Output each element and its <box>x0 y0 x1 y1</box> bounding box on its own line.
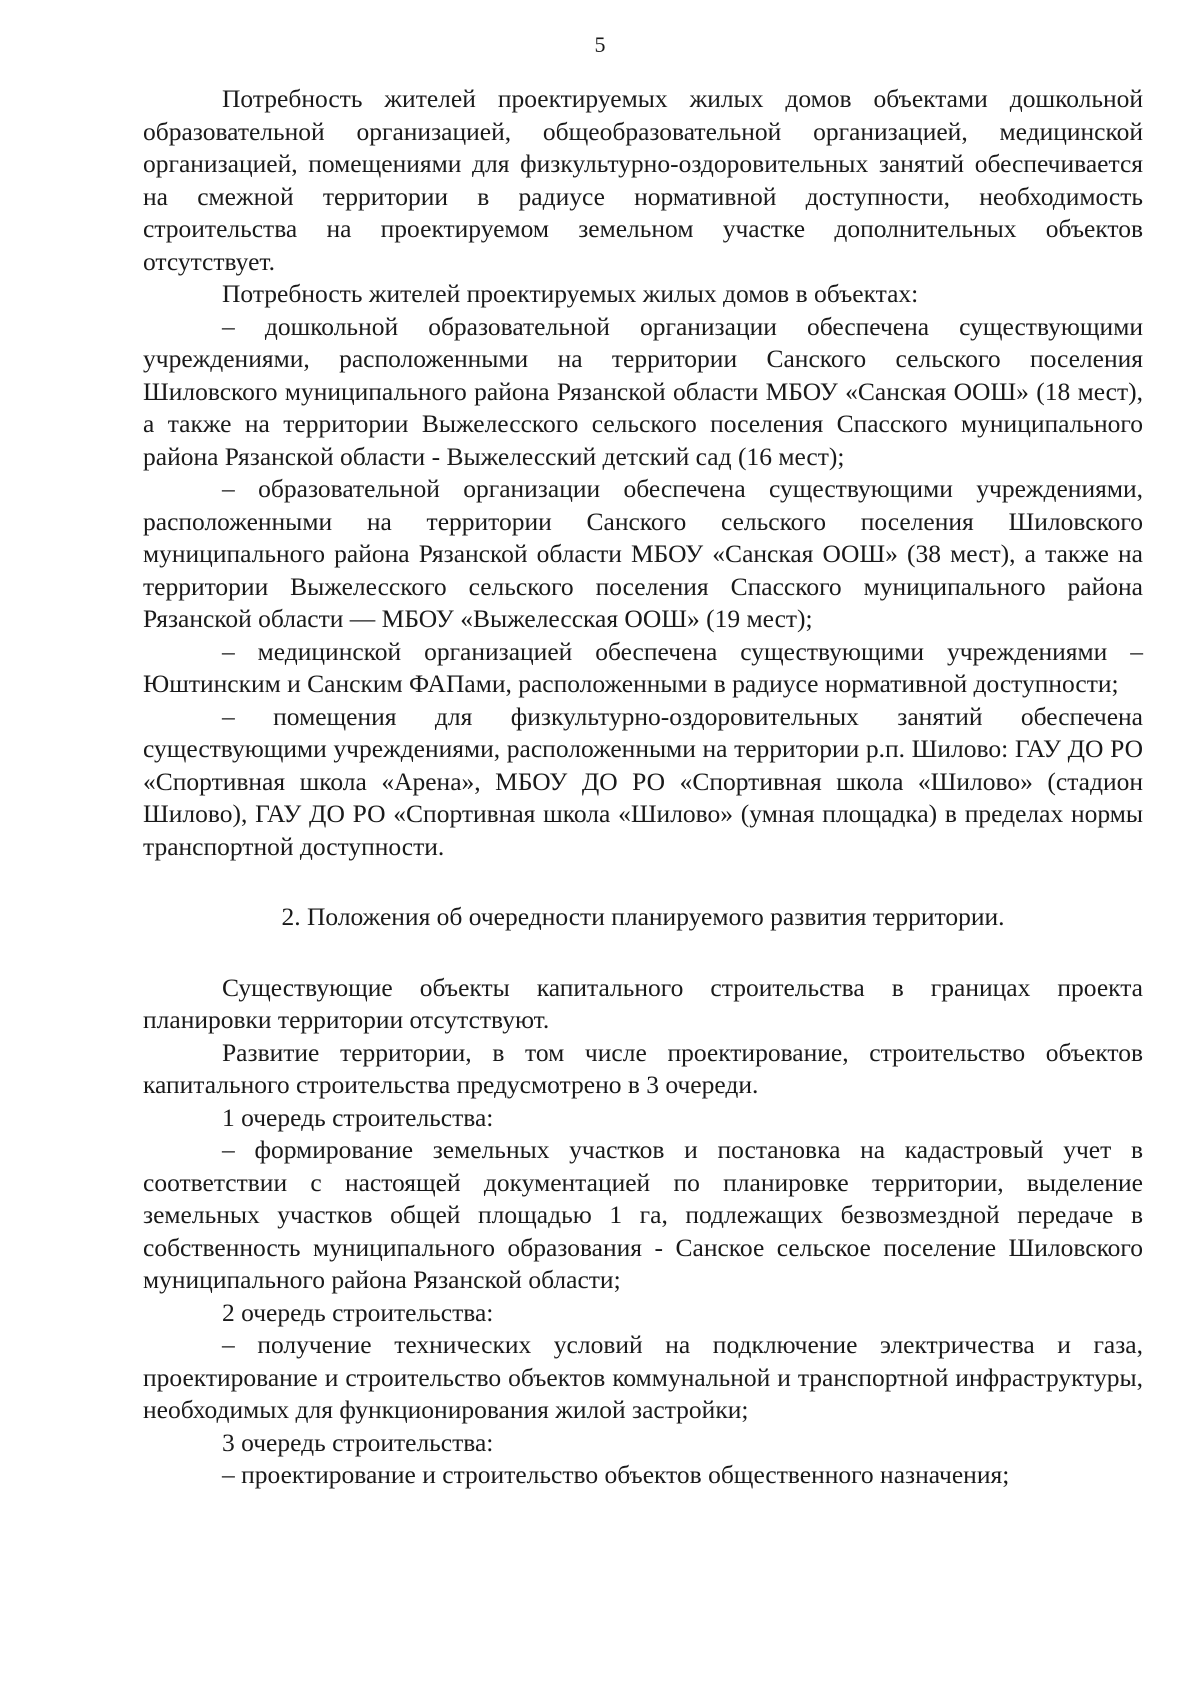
stage-1-heading: 1 очередь строительства: <box>222 1102 494 1132</box>
document-body <box>143 83 1143 1492</box>
stage-3-item: – проектирование и строительство объектов общественного назначения; <box>222 1460 1010 1489</box>
stage-3-heading: 3 очередь строительства: <box>222 1427 494 1457</box>
list-item-preschool: – дошкольной образовательной организации обеспечена существующими учреждениями, расположенными на территории Санского сельского поселения Шиловского муниципального района Рязанской области МБОУ «Санская ООШ» (18 мест), а также на территории Выжелесского сельского поселения Спасского муниципального района Рязанской области - Выжелесский детский сад (16 мест); <box>143 311 1143 471</box>
paragraph-existing-objects: Существующие объекты капитального строительства в границах проекта планировки территории отсутствуют. <box>143 972 1143 1034</box>
list-item-sports: – помещения для физкультурно-оздоровительных занятий обеспечена существующими учреждениями, расположенными на территории р.п. Шилово: ГАУ ДО РО «Спортивная школа «Арена», МБОУ ДО РО «Спортивная школа «Шилово» (стадион Шилово), ГАУ ДО РО «Спортивная школа «Шилово» (умная площадка) в пределах нормы транспортной доступности. <box>143 701 1143 861</box>
paragraph-needs-intro: Потребность жителей проектируемых жилых домов в объектах: <box>222 279 919 308</box>
stage-2-heading: 2 очередь строительства: <box>222 1297 494 1327</box>
section-heading: 2. Положения об очередности планируемого развития территории. <box>281 902 1005 931</box>
paragraph-development-stages: Развитие территории, в том числе проектирование, строительство объектов капитального строительства предусмотрено в 3 очереди. <box>143 1037 1143 1099</box>
paragraph-needs-overview: Потребность жителей проектируемых жилых домов объектами дошкольной образовательной организацией, общеобразовательной организацией, медицинской организацией, помещениями для физкультурно-оздоровительных занятий обеспечивается на смежной территории в радиусе нормативной доступности, необходимость строительства на проектируемом земельном участке дополнительных объектов отсутствует. <box>143 84 1143 276</box>
list-item-school: – образовательной организации обеспечена существующими учреждениями, расположенными на территории Санского сельского поселения Шиловского муниципального района Рязанской области МБОУ «Санская ООШ» (38 мест), а также на территории Выжелесского сельского поселения Спасского муниципального района Рязанской области — МБОУ «Выжелесская ООШ» (19 мест); <box>143 474 1143 633</box>
stage-1-item: – формирование земельных участков и постановка на кадастровый учет в соответствии с настоящей документацией по планировке территории, выделение земельных участков общей площадью 1 га, подлежащих безвозмездной передаче в собственность муниципального образования - Санское сельское поселение Шиловского муниципального района Рязанской области; <box>143 1135 1143 1294</box>
page-number: 5 <box>594 32 606 57</box>
list-item-medical: – медицинской организацией обеспечена существующими учреждениями – Юштинским и Санским ФАПами, расположенными в радиусе нормативной доступности; <box>143 636 1143 698</box>
stage-2-item: – получение технических условий на подключение электричества и газа, проектирование и строительство объектов коммунальной и транспортной инфраструктуры, необходимых для функционирования жилой застройки; <box>143 1330 1143 1424</box>
